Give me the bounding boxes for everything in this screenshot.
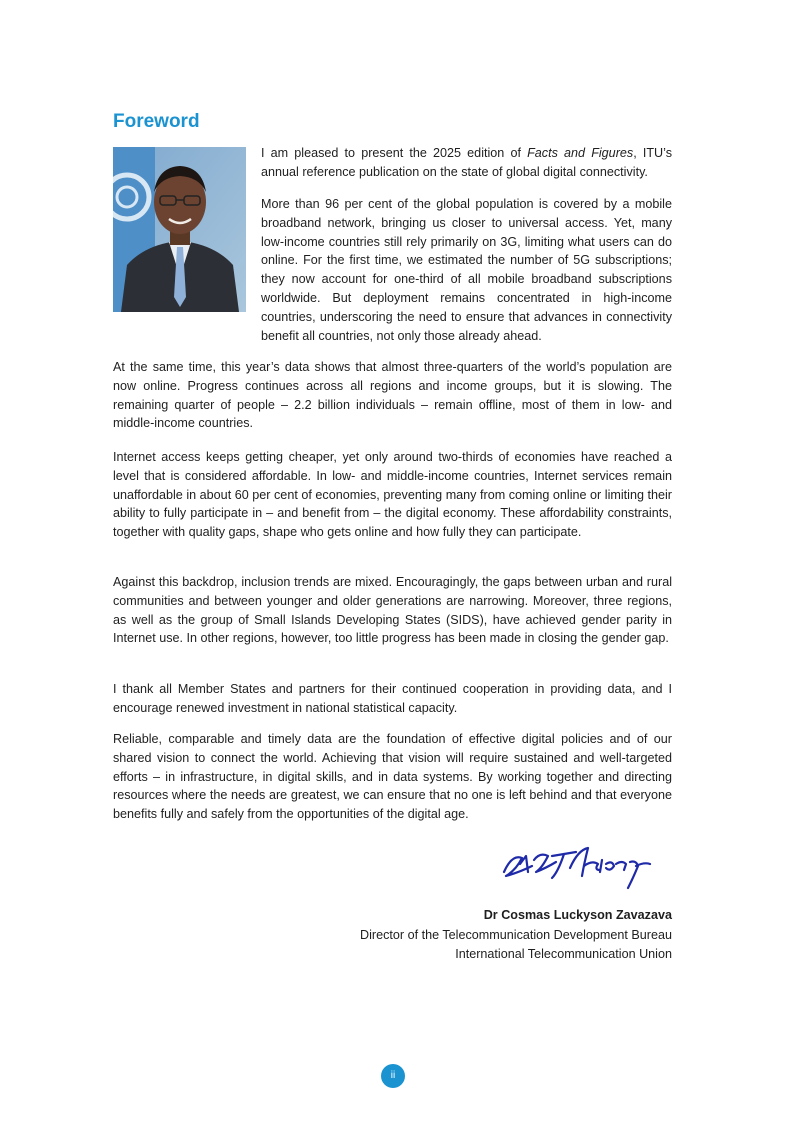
handwritten-signature [498, 842, 664, 892]
signatory-role: Director of the Telecommunication Development Bureau [360, 927, 672, 942]
page-title: Foreword [113, 111, 200, 132]
publication-title: Facts and Figures [527, 146, 634, 160]
paragraph-thanks: I thank all Member States and partners for their continued cooperation in providing data, and I encourage renewed investment in national statistical capacity. [113, 682, 672, 715]
author-portrait [113, 147, 246, 312]
signature-block [360, 906, 672, 965]
paragraph-conclusion: Reliable, comparable and timely data are the foundation of effective digital policies and of our shared vision to connect the world. Achieving that vision will require sustained and well-targeted efforts – in infrastructure, in digital skills, and in data systems. By working together and directing resources where the needs are greatest, we can ensure that no one is left behind and that everyone benefits fully and safely from the opportunities of the digital age. [113, 732, 672, 822]
page-number-badge: ii [381, 1064, 405, 1088]
paragraph-inclusion: Against this backdrop, inclusion trends are mixed. Encouragingly, the gaps between urban and rural communities and between younger and older generations are narrowing. Moreover, three regions, as well as the group of Small Islands Developing States (SIDS), have achieved gender parity in Internet use. In other regions, however, too little progress has been made in closing the gender gap. [113, 575, 672, 646]
paragraph-intro-lead: I am pleased to present the 2025 edition of [261, 146, 528, 160]
paragraph-intro-tail: , ITU’s annual reference publication on the state of global digital connectivity. [261, 146, 672, 179]
signatory-name: Dr Cosmas Luckyson Zavazava [483, 908, 672, 922]
paragraph-population-online: At the same time, this year’s data shows that almost three-quarters of the world’s population are now online. Progress continues across all regions and income groups, but it is slowing. The remaining quarter of people – 2.2 billion individuals – remain offline, most of them in low- and middle-income countries. [113, 360, 672, 431]
paragraph-mobile-broadband: More than 96 per cent of the global population is covered by a mobile broadband network, bringing us closer to universal access. Yet, many low-income countries still rely primarily on 3G, limiting what users can do online. For the first time, we estimated the number of 5G subscriptions; they now account for one-third of all mobile broadband subscriptions worldwide. But deployment remains concentrated in high-income countries, underscoring the need to ensure that advances in connectivity benefit all countries, not only those already ahead. [261, 197, 672, 343]
paragraph-intro [261, 144, 672, 182]
paragraph-affordability: Internet access keeps getting cheaper, yet only around two-thirds of economies have reached a level that is considered affordable. In low- and middle-income countries, Internet services remain unaffordable in about 60 per cent of economies, preventing many from coming online or limiting their ability to fully participate in – and benefit from – the digital economy. These affordability constraints, together with quality gaps, shape who gets online and how fully they can participate. [113, 450, 672, 540]
signatory-organization: International Telecommunication Union [455, 947, 672, 961]
